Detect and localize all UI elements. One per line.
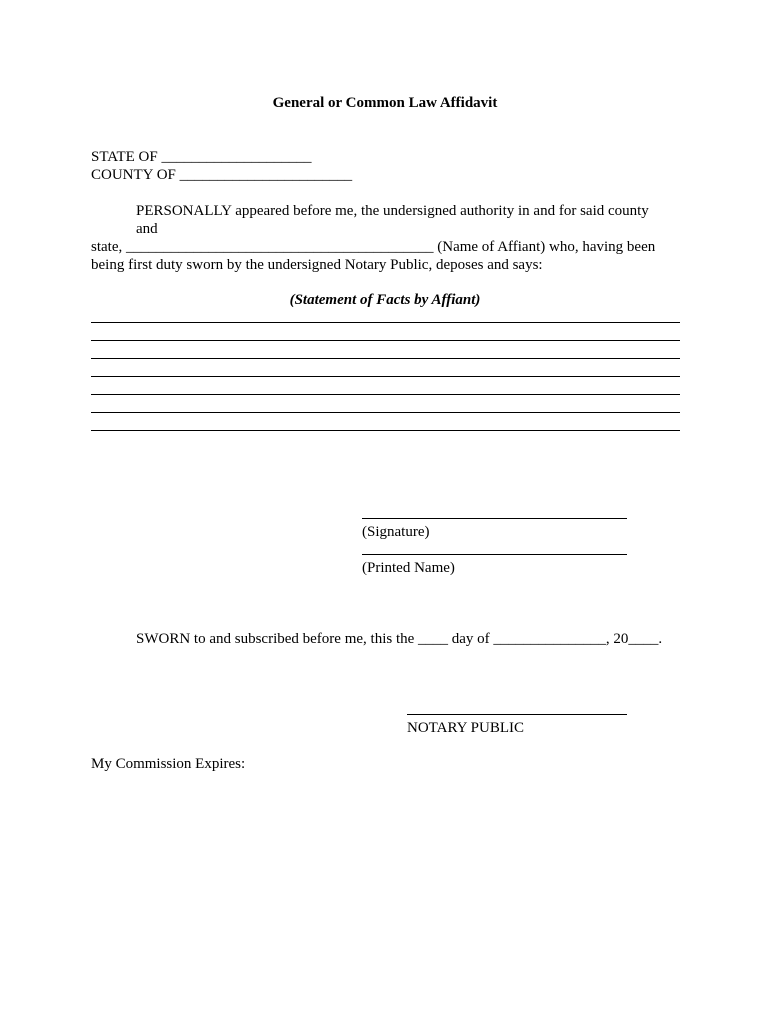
state-line: STATE OF ____________________ [91,149,312,165]
statement-rule-5 [91,394,680,395]
intro-line-4: being first duty sworn by the undersigned Notary Public, deposes and says: [91,257,543,273]
commission-expires-label: My Commission Expires: [91,756,246,772]
printed-name-label: (Printed Name) [362,560,455,576]
notary-signature-line [407,714,627,715]
signature-label: (Signature) [362,524,430,540]
intro-line-3: state, _________________________________________ (Name of Affiant) who, having been [91,239,656,255]
statement-heading: (Statement of Facts by Affiant) [289,292,481,308]
statement-rule-4 [91,376,680,377]
intro-line-2: and [136,221,158,237]
document-title: General or Common Law Affidavit [272,95,498,111]
statement-rule-1 [91,322,680,323]
sworn-line: SWORN to and subscribed before me, this the ____ day of _______________, 20____. [136,631,663,647]
statement-rule-7 [91,430,680,431]
notary-label: NOTARY PUBLIC [407,720,525,736]
statement-rule-2 [91,340,680,341]
statement-rule-3 [91,358,680,359]
signature-line [362,518,627,519]
printed-name-line [362,554,627,555]
statement-rule-6 [91,412,680,413]
intro-line-1: PERSONALLY appeared before me, the undersigned authority in and for said county [136,203,649,219]
county-line: COUNTY OF _______________________ [91,167,353,183]
